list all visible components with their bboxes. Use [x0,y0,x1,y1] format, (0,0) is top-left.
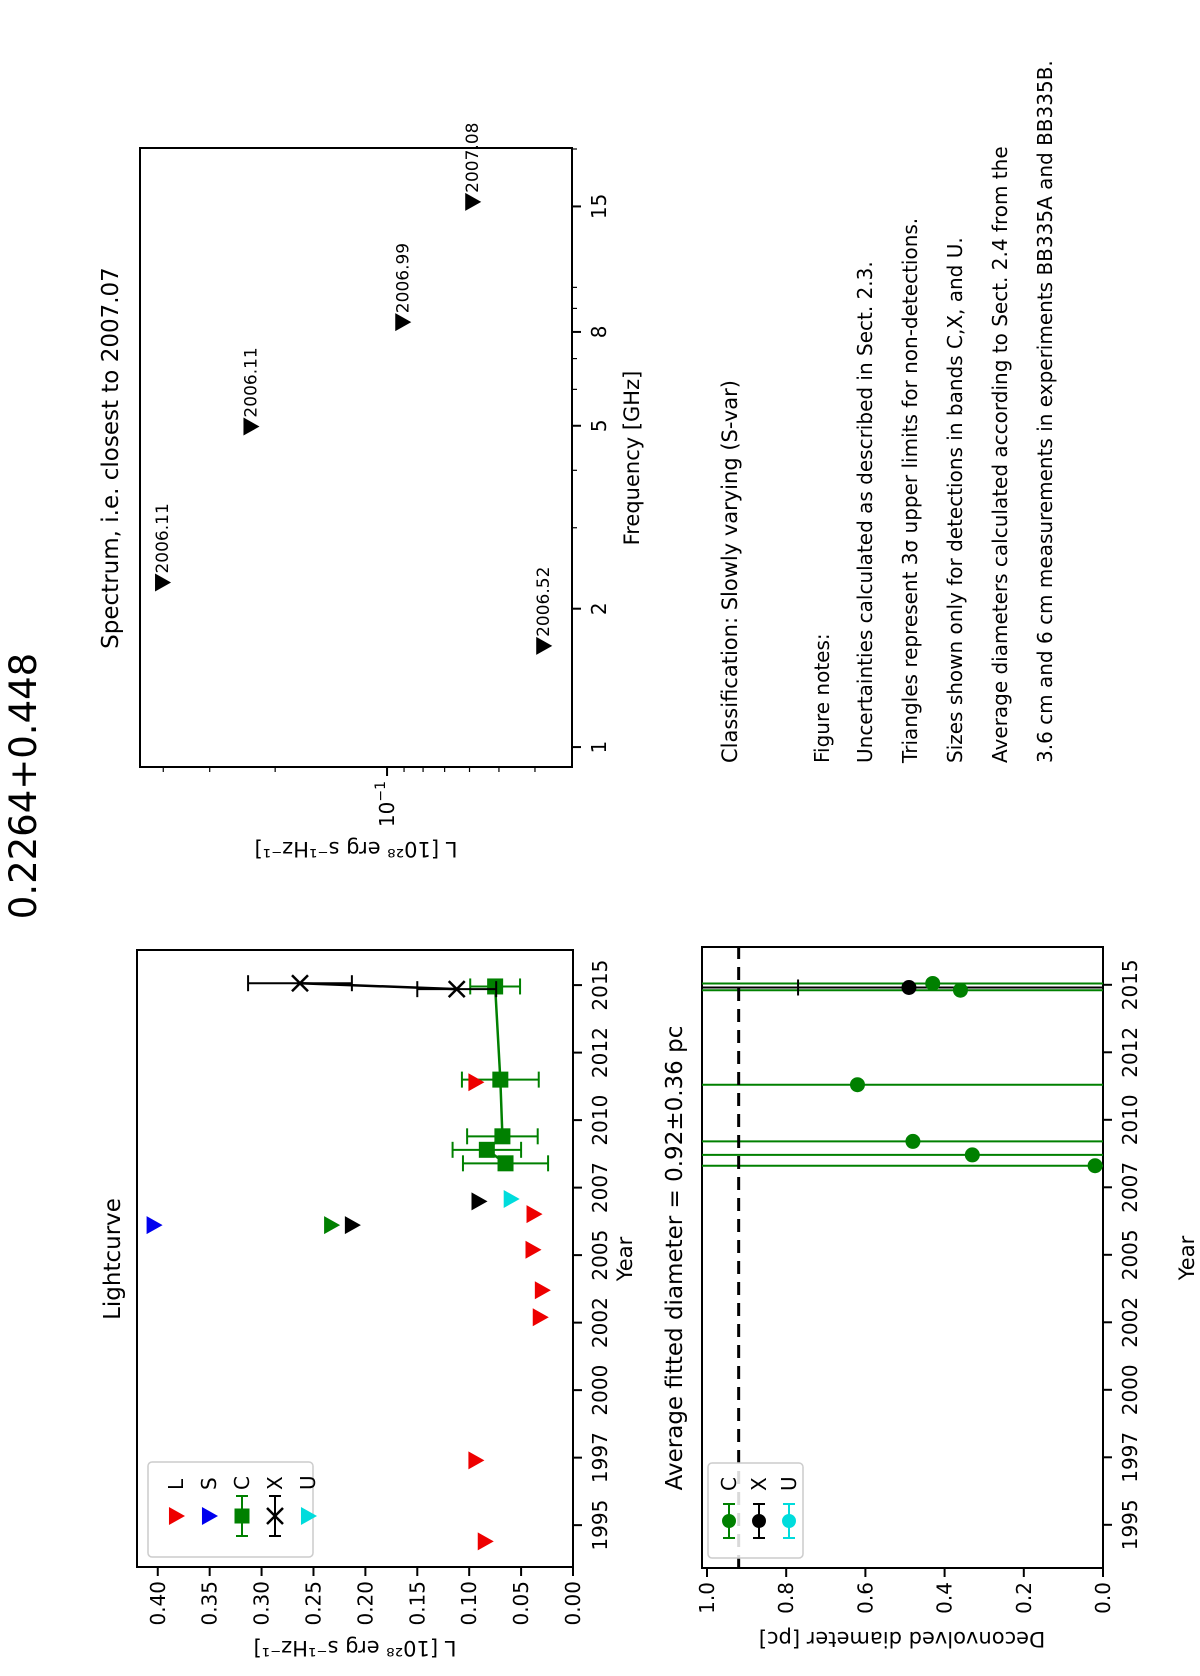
svg-text:2000: 2000 [588,1364,612,1416]
svg-text:0.6: 0.6 [853,1582,878,1614]
svg-text:2002: 2002 [588,1297,612,1349]
svg-text:1: 1 [587,740,611,754]
svg-text:2015: 2015 [1118,959,1142,1011]
lightcurve-xlabel: Year [613,1236,637,1282]
svg-text:1.0: 1.0 [694,1582,719,1614]
figure-notes-heading: Figure notes: [810,633,834,763]
figure-note-line: 3.6 cm and 6 cm measurements in experiments BB335A and BB335B. [1033,60,1057,763]
svg-text:0.2: 0.2 [1011,1582,1036,1614]
svg-text:2005: 2005 [1118,1229,1142,1281]
svg-text:L: L [164,1478,188,1490]
svg-text:0.40: 0.40 [145,1581,170,1626]
svg-text:5: 5 [587,419,611,433]
svg-text:2000: 2000 [1118,1364,1142,1416]
svg-text:2002: 2002 [1118,1296,1142,1348]
svg-text:15: 15 [587,193,611,220]
svg-text:0.00: 0.00 [561,1581,585,1626]
page-title: 0.2264+0.448 [2,652,45,920]
svg-text:0.35: 0.35 [197,1581,222,1626]
svg-text:1995: 1995 [1118,1499,1142,1551]
svg-text:2006.52: 2006.52 [534,566,555,637]
diameter-ylabel: Deconvolved diameter [pc] [758,1627,1046,1652]
svg-text:U: U [296,1475,320,1490]
figure-note-line: Sizes shown only for detections in bands C,X, and U. [943,237,967,763]
svg-text:10−1: $10^{-1}$ [373,781,400,828]
spectrum-title: Spectrum, i.e. closest to 2007.07 [98,267,124,649]
svg-text:S: S [197,1477,221,1490]
svg-text:0.20: 0.20 [353,1581,378,1626]
svg-text:0.25: 0.25 [301,1581,326,1626]
svg-text:2007: 2007 [1118,1161,1142,1213]
svg-text:2007.08: 2007.08 [463,122,484,193]
lightcurve-title: Lightcurve [100,1198,126,1320]
svg-text:8: 8 [587,325,611,339]
svg-text:2015: 2015 [588,959,612,1011]
svg-text:X: X [263,1476,287,1490]
svg-text:0.15: 0.15 [405,1581,430,1626]
figure-note-line: Average diameters calculated according to Sect. 2.4 from the [988,146,1012,763]
lightcurve-ylabel: L [10²⁸ erg s⁻¹Hz⁻¹] [253,1636,457,1661]
svg-text:2: 2 [587,602,611,616]
svg-text:0.05: 0.05 [509,1581,534,1626]
spectrum-xlabel: Frequency [GHz] [620,370,644,546]
svg-text:U: U [777,1476,801,1491]
svg-text:2007: 2007 [588,1162,612,1214]
svg-text:2010: 2010 [588,1094,612,1146]
spectrum-ylabel: L [10²⁸ erg s⁻¹Hz⁻¹] [254,837,458,862]
svg-text:2006.11: 2006.11 [241,347,262,418]
svg-text:X: X [747,1477,771,1491]
svg-text:0.10: 0.10 [457,1581,482,1626]
svg-text:1997: 1997 [588,1432,612,1484]
svg-text:0.30: 0.30 [249,1581,274,1626]
svg-text:C: C [230,1476,254,1490]
svg-text:2010: 2010 [1118,1094,1142,1146]
classification-text: Classification: Slowly varying (S-var) [718,380,742,763]
svg-text:0.0: 0.0 [1091,1582,1115,1614]
svg-text:2012: 2012 [588,1027,612,1079]
svg-text:2012: 2012 [1118,1026,1142,1078]
diameter-xlabel: Year [1175,1235,1199,1281]
svg-text:C: C [717,1477,741,1491]
figure-note-line: Triangles represent 3σ upper limits for non-detections. [898,217,922,763]
svg-text:2006.99: 2006.99 [393,242,414,314]
figure-note-line: Uncertainties calculated as described in Sect. 2.3. [853,261,877,763]
svg-text:1995: 1995 [588,1499,612,1551]
svg-text:2006.11: 2006.11 [153,503,174,574]
svg-text:0.8: 0.8 [774,1582,799,1614]
svg-text:2005: 2005 [588,1229,612,1281]
svg-text:1997: 1997 [1118,1431,1142,1483]
svg-text:0.4: 0.4 [932,1582,957,1614]
diameter-title: Average fitted diameter = 0.92±0.36 pc [662,1025,688,1491]
